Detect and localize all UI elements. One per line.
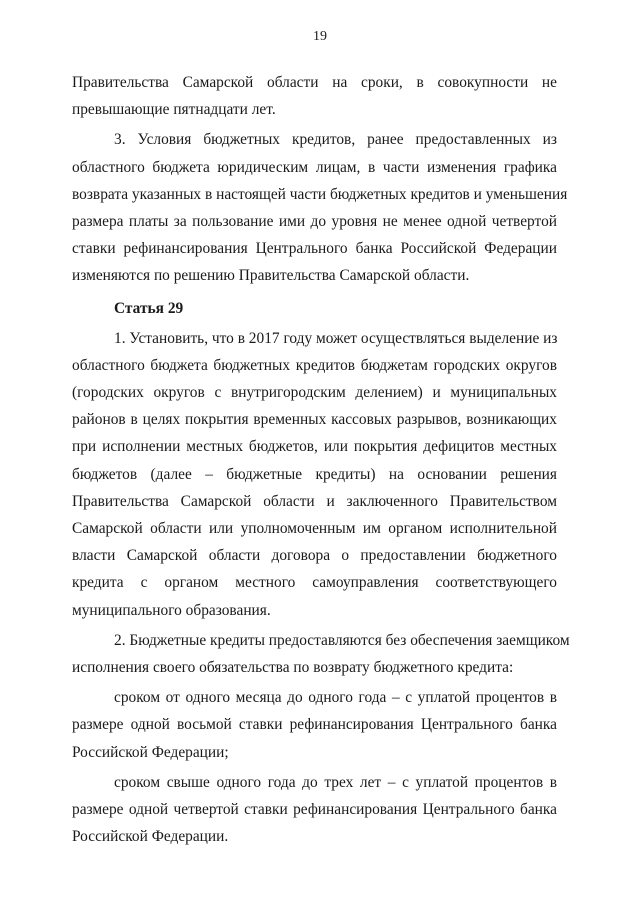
paragraph [72, 325, 557, 624]
paragraph-line: власти Самарской области договора о предоставлении бюджетного [72, 547, 557, 565]
paragraph-line: Российской Федерации; [72, 743, 229, 761]
paragraph-line: районов в целях покрытия временных кассовых разрывов, возникающих [72, 411, 557, 429]
paragraph-line: изменяются по решению Правительства Самарской области. [72, 267, 470, 285]
paragraph-line: ставки рефинансирования Центрального банка Российской Федерации [72, 240, 557, 258]
paragraph-line: размера платы за пользование ими до уровня не менее одной четвертой [72, 212, 557, 230]
paragraph-line: бюджетов (далее – бюджетные кредиты) на основании решения [72, 465, 557, 483]
paragraph-line: кредита с органом местного самоуправления соответствующего [72, 574, 557, 592]
document-body [72, 69, 570, 850]
page-number: 19 [313, 29, 327, 44]
article-heading: Статья 29 [114, 299, 184, 317]
paragraph-line: 1. Установить, что в 2017 году может осуществляться выделение из [114, 329, 558, 347]
paragraph-line: размере одной четвертой ставки рефинансирования Центрального банка [72, 800, 557, 818]
paragraph-line: (городских округов с внутригородским делением) и муниципальных [72, 384, 557, 402]
paragraph-line: сроком свыше одного года до трех лет – с уплатой процентов в [114, 773, 557, 791]
paragraph-line: возврата указанных в настоящей части бюджетных кредитов и уменьшения [72, 185, 568, 203]
paragraph-line: Правительства Самарской области на сроки, в совокупности не [72, 74, 557, 91]
paragraph-line: 3. Условия бюджетных кредитов, ранее предоставленных из [114, 131, 557, 149]
paragraph-line: сроком от одного месяца до одного года – с уплатой процентов в [114, 689, 557, 707]
paragraph [72, 126, 568, 289]
paragraph-line: Российской Федерации. [72, 828, 229, 846]
paragraph-line: исполнения своего обязательства по возврату бюджетного кредита: [72, 658, 514, 676]
paragraph-line: Правительства Самарской области и заключенного Правительством [72, 492, 557, 510]
paragraph [72, 627, 570, 681]
paragraph-line: областного бюджета юридическим лицам, в части изменения графика [72, 158, 557, 176]
paragraph-line: Самарской области или уполномоченным им органом исполнительной [72, 520, 557, 537]
paragraph-line: 2. Бюджетные кредиты предоставляются без обеспечения заемщиком [114, 631, 570, 649]
paragraph [72, 684, 557, 766]
paragraph-line: превышающие пятнадцати лет. [72, 101, 276, 119]
paragraph [72, 769, 557, 851]
paragraph-line: муниципального образования. [72, 601, 271, 619]
paragraph-line: при исполнении местных бюджетов, или покрытия дефицитов местных [72, 438, 557, 456]
paragraph [72, 69, 557, 123]
paragraph-line: размере одной восьмой ставки рефинансирования Центрального банка [72, 716, 557, 734]
paragraph-line: областного бюджета бюджетных кредитов бюджетам городских округов [72, 356, 557, 374]
